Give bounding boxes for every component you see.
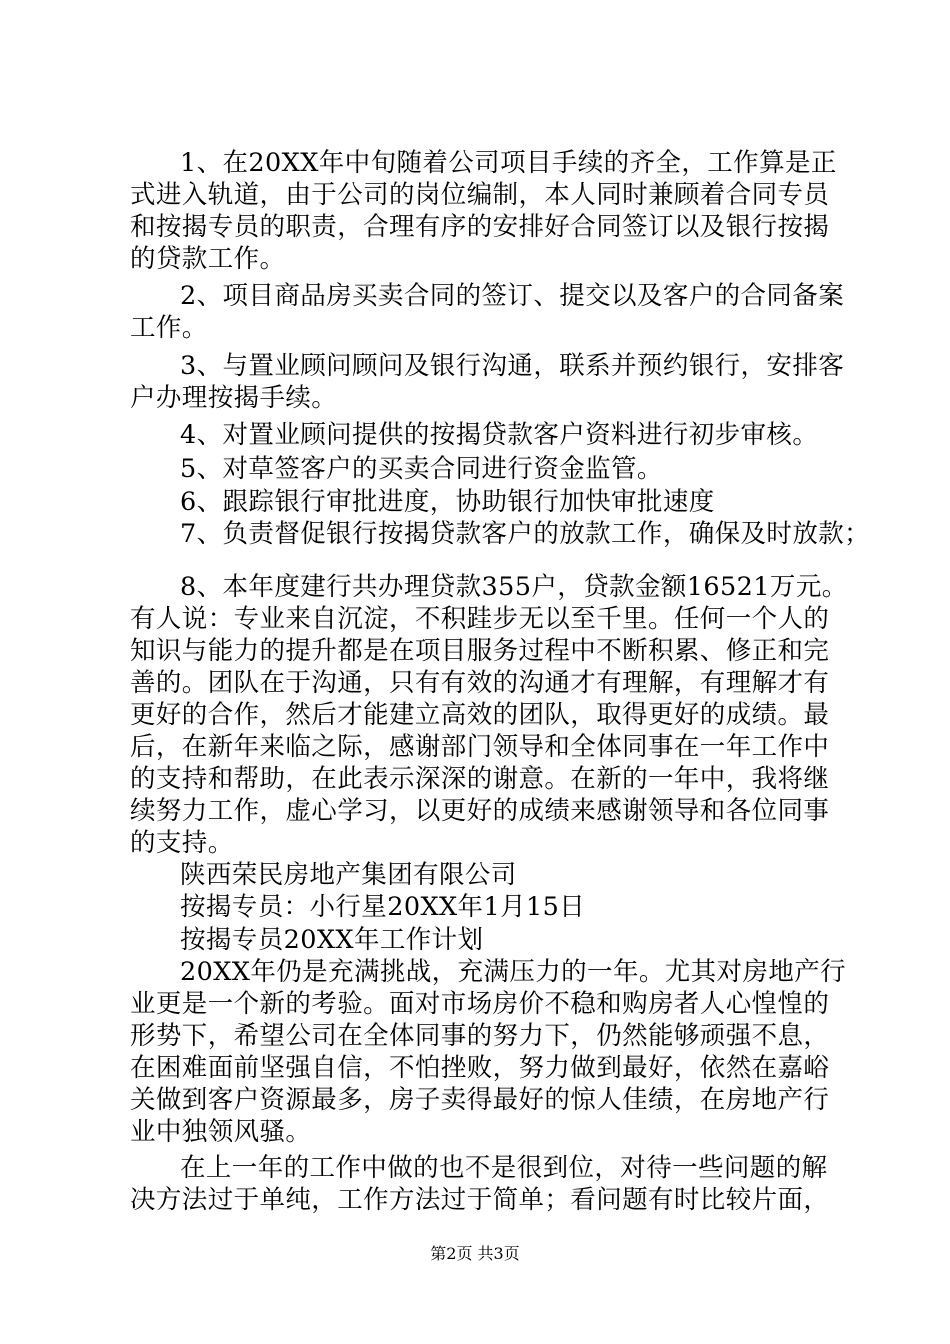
paragraph-line: 业更是一个新的考验。面对市场房价不稳和购房者人心惶惶的: [130, 989, 830, 1019]
company-name: 陕西荣民房地产集团有限公司: [180, 860, 517, 890]
paragraph-line: 7、负责督促银行按揭贷款客户的放款工作，确保及时放款；: [180, 519, 871, 549]
paragraph-line: 式进入轨道，由于公司的岗位编制，本人同时兼顾着合同专员: [130, 180, 830, 210]
paragraph-line: 后，在新年来临之际，感谢部门领导和全体同事在一年工作中: [130, 732, 830, 762]
paragraph-line: 业中独领风骚。: [130, 1117, 312, 1147]
paragraph-line: 2、项目商品房买卖合同的签订、提交以及客户的合同备案: [180, 281, 845, 311]
paragraph-line: 知识与能力的提升都是在项目服务过程中不断积累、修正和完: [130, 636, 830, 666]
paragraph-line: 在困难面前坚强自信，不怕挫败，努力做到最好，依然在嘉峪: [130, 1053, 830, 1083]
paragraph-line: 6、跟踪银行审批进度，协助银行加快审批速度: [180, 487, 715, 517]
paragraph-line: 形势下，希望公司在全体同事的努力下，仍然能够顽强不息，: [130, 1021, 830, 1051]
paragraph-line: 在上一年的工作中做的也不是很到位，对待一些问题的解: [180, 1153, 828, 1183]
paragraph-line: 续努力工作，虚心学习，以更好的成绩来感谢领导和各位同事: [130, 796, 830, 826]
paragraph-line: 关做到客户资源最多，房子卖得最好的惊人佳绩，在房地产行: [130, 1085, 830, 1115]
paragraph-line: 善的。团队在于沟通，只有有效的沟通才有理解，有理解才有: [130, 668, 830, 698]
signature-date: 按揭专员：小行星20XX年1月15日: [180, 892, 586, 922]
paragraph-line: 更好的合作，然后才能建立高效的团队，取得更好的成绩。最: [130, 700, 830, 730]
paragraph-line: 5、对草签客户的买卖合同进行资金监管。: [180, 454, 663, 484]
paragraph-line: 4、对置业顾问提供的按揭贷款客户资料进行初步审核。: [180, 420, 819, 450]
paragraph-line: 的支持和帮助，在此表示深深的谢意。在新的一年中，我将继: [130, 764, 830, 794]
page-number-footer: 第2页 共3页: [430, 1244, 520, 1263]
paragraph-line: 决方法过于单纯，工作方法过于简单；看问题有时比较片面，: [130, 1185, 830, 1215]
paragraph-line: 的贷款工作。: [130, 244, 286, 274]
paragraph-line: 3、与置业顾问顾问及银行沟通，联系并预约银行，安排客: [180, 351, 845, 381]
paragraph-line: 的支持。: [130, 828, 234, 858]
paragraph-line: 1、在20XX年中旬随着公司项目手续的齐全，工作算是正: [180, 148, 837, 178]
paragraph-line: 户办理按揭手续。: [130, 383, 338, 413]
paragraph-line: 有人说：专业来自沉淀，不积跬步无以至千里。任何一个人的: [130, 604, 830, 634]
section-title: 按揭专员20XX年工作计划: [180, 925, 484, 955]
paragraph-line: 8、本年度建行共办理贷款355户，贷款金额16521万元。: [180, 572, 848, 602]
paragraph-line: 工作。: [130, 313, 208, 343]
paragraph-line: 20XX年仍是充满挑战，充满压力的一年。尤其对房地产行: [180, 957, 847, 987]
paragraph-line: 和按揭专员的职责，合理有序的安排好合同签订以及银行按揭: [130, 212, 830, 242]
